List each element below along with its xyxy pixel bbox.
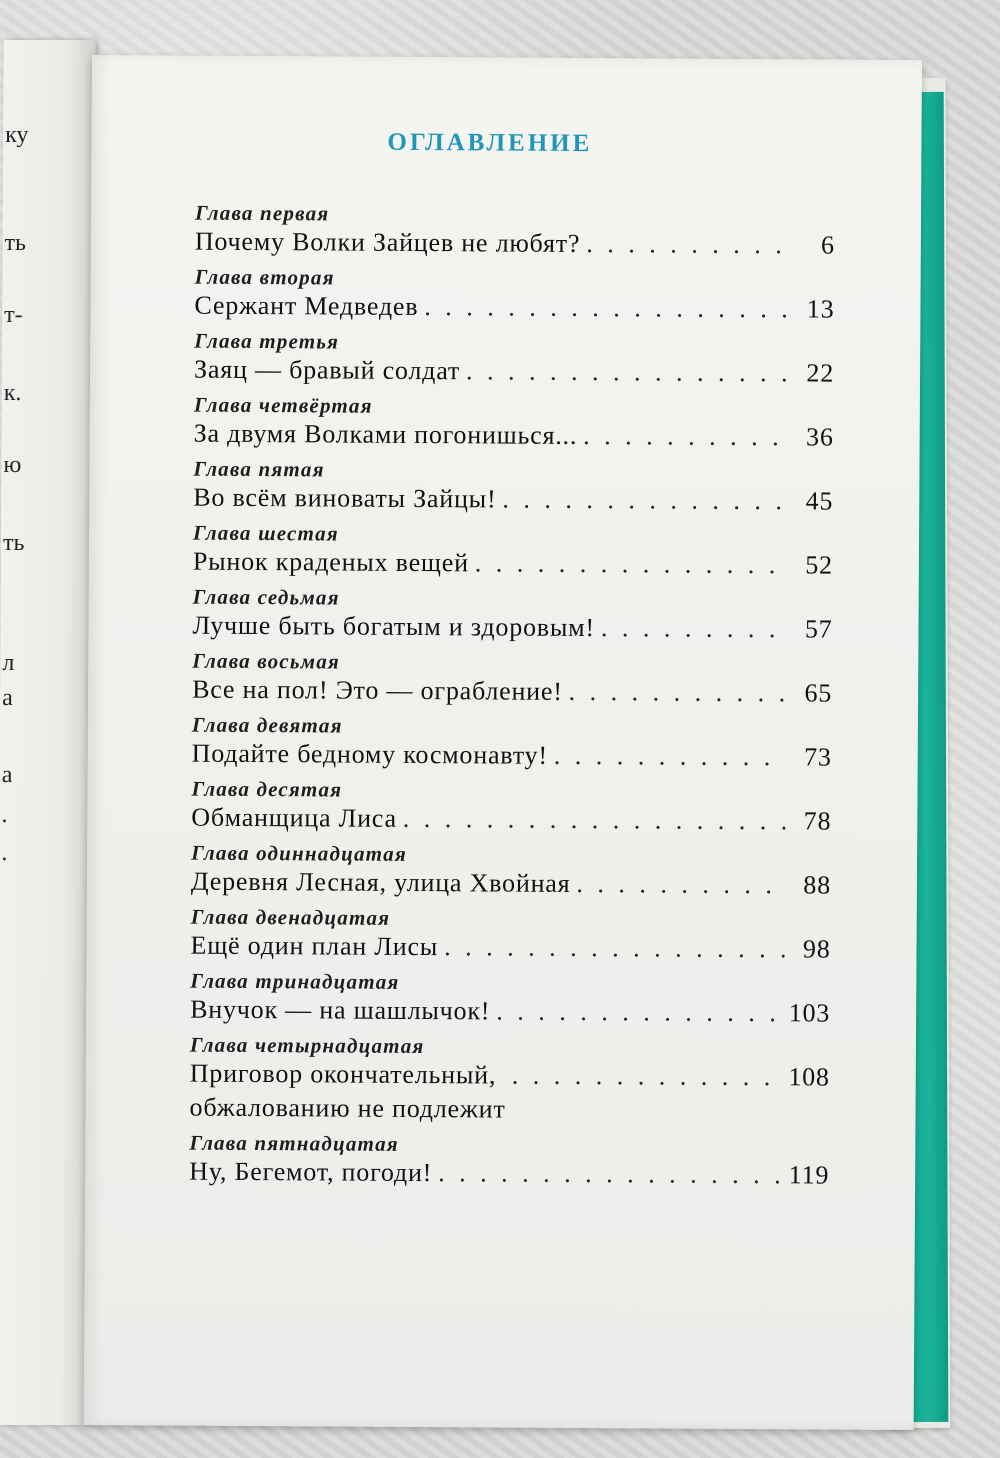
dot-leader bbox=[475, 546, 787, 582]
toc-line bbox=[189, 1057, 829, 1129]
dot-leader bbox=[438, 1156, 783, 1192]
chapter-label: Глава тринадцатая bbox=[190, 968, 400, 994]
left-page-text-fragment: а bbox=[2, 685, 13, 711]
page-number: 103 bbox=[788, 998, 831, 1028]
left-page-text-fragment: ку bbox=[5, 122, 29, 148]
page-number: 88 bbox=[803, 870, 832, 900]
left-page-text-fragment: т- bbox=[4, 302, 23, 328]
toc-line bbox=[194, 289, 834, 327]
contents-page bbox=[84, 55, 922, 1430]
dot-leader bbox=[444, 930, 785, 966]
dot-leader bbox=[576, 867, 785, 902]
page-number: 78 bbox=[803, 806, 832, 836]
page-number: 119 bbox=[788, 1160, 830, 1190]
chapter-label: Глава третья bbox=[194, 328, 340, 354]
page-number: 22 bbox=[806, 358, 835, 388]
dot-leader bbox=[583, 419, 788, 454]
chapter-title: Деревня Лесная, улица Хвойная bbox=[190, 866, 571, 898]
chapter-title: Ещё один план Лисы bbox=[190, 930, 439, 962]
toc-entry bbox=[190, 969, 830, 1031]
chapter-title: Обманщица Лиса bbox=[191, 802, 397, 833]
toc-line bbox=[190, 993, 830, 1031]
toc-line bbox=[193, 545, 833, 583]
left-page-text-fragment: ть bbox=[4, 230, 27, 256]
dot-leader bbox=[403, 802, 786, 838]
toc-line bbox=[195, 225, 835, 263]
left-page-text-fragment: л bbox=[2, 650, 15, 676]
toc-line bbox=[192, 673, 832, 711]
chapter-label: Глава первая bbox=[194, 200, 330, 226]
toc-entry bbox=[192, 713, 832, 775]
page-number: 36 bbox=[805, 422, 834, 452]
chapter-title: За двумя Волками погонишься... bbox=[193, 418, 578, 450]
page-number: 98 bbox=[802, 934, 831, 964]
page-number: 73 bbox=[804, 742, 832, 772]
left-page-edge bbox=[0, 40, 96, 1425]
toc-entry bbox=[191, 841, 831, 903]
chapter-label: Глава седьмая bbox=[192, 584, 340, 610]
left-page-text-fragment: . bbox=[1, 802, 8, 828]
toc-entry bbox=[189, 1033, 830, 1129]
dot-leader bbox=[512, 1059, 783, 1095]
chapter-label: Глава одиннадцатая bbox=[191, 840, 408, 866]
page-number: 57 bbox=[804, 614, 833, 644]
dot-leader bbox=[586, 227, 789, 262]
toc-line bbox=[194, 353, 834, 391]
chapter-label: Глава двенадцатая bbox=[190, 904, 391, 930]
chapter-title: Рынок краденых вещей bbox=[192, 546, 469, 578]
page-number: 13 bbox=[806, 294, 835, 324]
chapter-label: Глава десятая bbox=[191, 776, 343, 802]
chapter-label: Глава четырнадцатая bbox=[189, 1032, 425, 1059]
toc-entry bbox=[190, 905, 830, 967]
toc-line bbox=[191, 801, 831, 839]
toc-entry bbox=[194, 329, 834, 391]
chapter-title: Подайте бедному космонавту! bbox=[191, 738, 548, 770]
toc-entry bbox=[191, 777, 831, 839]
chapter-title: Заяц — бравый солдат bbox=[193, 354, 461, 386]
toc-line bbox=[192, 737, 832, 775]
left-page-text-fragment: ть bbox=[2, 530, 25, 556]
toc-entry bbox=[194, 265, 834, 327]
toc-entry bbox=[193, 457, 833, 519]
chapter-title: Лучше быть богатым и здоровым! bbox=[192, 610, 595, 643]
toc-line bbox=[192, 609, 832, 647]
dot-leader bbox=[466, 354, 788, 390]
dot-leader bbox=[496, 994, 783, 1030]
dot-leader bbox=[424, 290, 788, 326]
chapter-title: Почему Волки Зайцев не любят? bbox=[194, 226, 581, 258]
toc-entry bbox=[189, 1131, 829, 1193]
chapter-label: Глава вторая bbox=[194, 264, 335, 290]
page-number: 52 bbox=[805, 550, 833, 580]
chapter-label: Глава четвёртая bbox=[193, 392, 373, 418]
dot-leader bbox=[502, 483, 787, 519]
chapter-label: Глава восьмая bbox=[192, 648, 341, 674]
page-number: 65 bbox=[804, 678, 833, 708]
dot-leader bbox=[554, 739, 786, 774]
left-page-text-fragment: а bbox=[1, 762, 13, 788]
toc-entry bbox=[192, 585, 832, 647]
chapter-label: Глава пятая bbox=[193, 456, 325, 482]
chapter-label: Глава девятая bbox=[191, 712, 343, 738]
page-number: 45 bbox=[805, 486, 834, 516]
chapter-title: Внучок — на шашлычок! bbox=[190, 994, 491, 1026]
chapter-label: Глава пятнадцатая bbox=[189, 1130, 399, 1156]
page-number: 6 bbox=[820, 230, 835, 260]
chapter-title: Ну, Бегемот, погоди! bbox=[189, 1156, 433, 1188]
toc-entry bbox=[192, 649, 832, 711]
toc-line bbox=[193, 481, 833, 519]
chapter-label: Глава шестая bbox=[193, 520, 339, 546]
page-number: 108 bbox=[788, 1062, 830, 1092]
toc-line bbox=[191, 865, 831, 903]
chapter-title: Все на пол! Это — ограбление! bbox=[192, 674, 563, 706]
toc-line bbox=[194, 417, 834, 455]
toc-line bbox=[189, 1155, 829, 1193]
toc-entry bbox=[195, 201, 835, 263]
dot-leader bbox=[601, 611, 787, 646]
toc-line bbox=[190, 929, 830, 967]
toc-entry bbox=[194, 393, 834, 455]
dot-leader bbox=[569, 675, 787, 710]
left-page-text-fragment: . bbox=[1, 840, 8, 866]
chapter-title: Сержант Медведев bbox=[194, 290, 419, 321]
chapter-title: Приговор окончательный, обжалованию не подлежит bbox=[189, 1058, 506, 1124]
page-title: ОГЛАВЛЕНИЕ bbox=[387, 128, 593, 158]
left-page-text-fragment: ю bbox=[3, 452, 22, 478]
toc-entry bbox=[193, 521, 833, 583]
table-of-contents bbox=[189, 201, 835, 1193]
left-page-text-fragment: к. bbox=[3, 380, 22, 406]
chapter-title: Во всём виноваты Зайцы! bbox=[193, 482, 497, 514]
